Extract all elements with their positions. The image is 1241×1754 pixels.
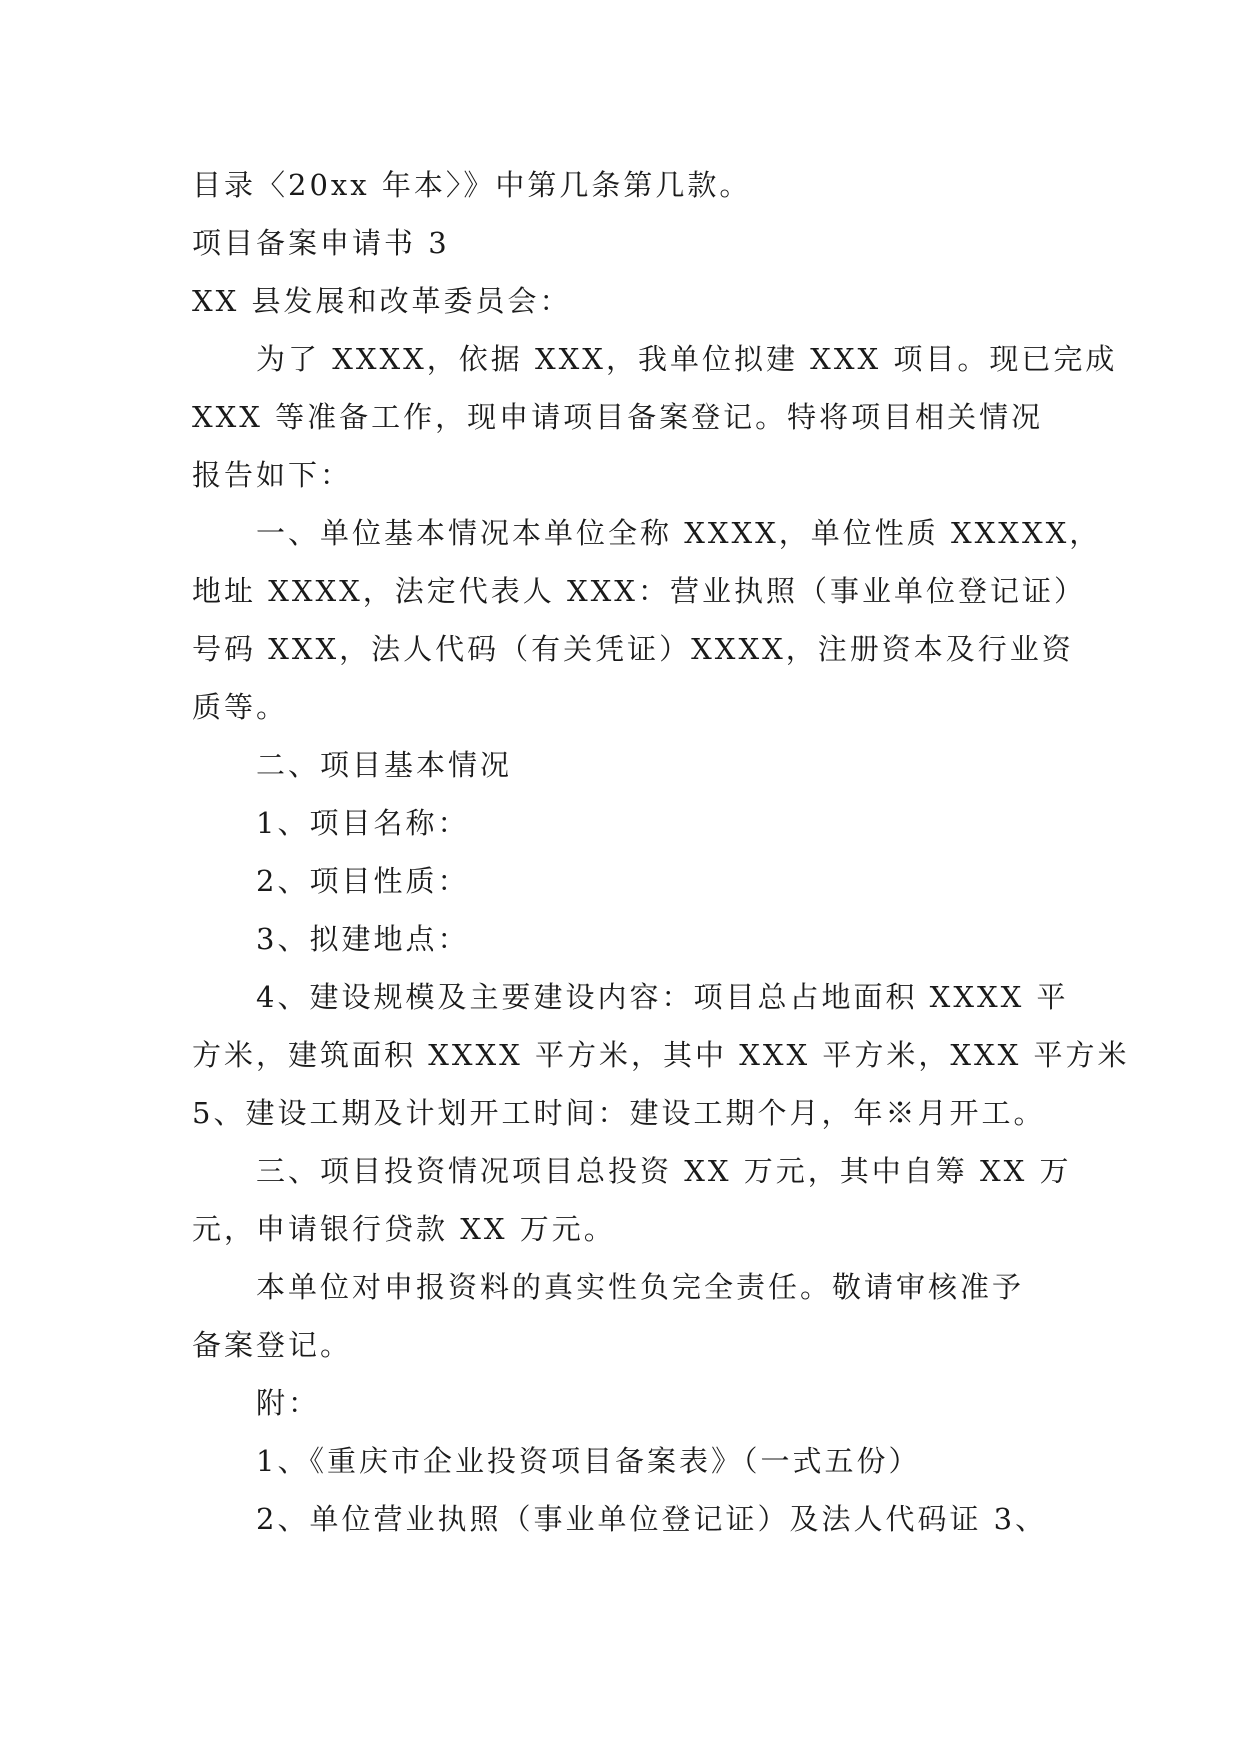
attachment-item: 1、《重庆市企业投资项目备案表》（一式五份） — [256, 1444, 921, 1478]
text-line: 方米，建筑面积 XXXX 平方米，其中 XXX 平方米，XXX 平方米 — [192, 1038, 1130, 1072]
list-item: 5、建设工期及计划开工时间：建设工期个月，年※月开工。 — [192, 1096, 1046, 1130]
text-line: 为了 XXXX，依据 XXX，我单位拟建 XXX 项目。现已完成 — [256, 342, 1118, 376]
text-line: 三、项目投资情况项目总投资 XX 万元，其中自筹 XX 万 — [256, 1154, 1072, 1188]
text-line: 一、单位基本情况本单位全称 XXXX，单位性质 XXXXX， — [256, 516, 1102, 550]
text-line: 报告如下： — [192, 458, 353, 492]
attachment-item: 2、单位营业执照（事业单位登记证）及法人代码证 3、 — [256, 1502, 1048, 1536]
text-line: 本单位对申报资料的真实性负完全责任。敬请审核准予 — [256, 1270, 1025, 1304]
document-body — [192, 156, 1130, 1548]
text-line: 号码 XXX，法人代码（有关凭证）XXXX，注册资本及行业资 — [192, 632, 1074, 666]
text-line: 地址 XXXX，法定代表人 XXX：营业执照（事业单位登记证） — [192, 574, 1086, 608]
addressee: XX 县发展和改革委员会： — [192, 284, 572, 318]
text-line: 质等。 — [192, 690, 289, 724]
list-item: 3、拟建地点： — [256, 922, 470, 956]
list-item: 2、项目性质： — [256, 864, 470, 898]
text-line: XXX 等准备工作，现申请项目备案登记。特将项目相关情况 — [192, 400, 1044, 434]
text-line: 备案登记。 — [192, 1328, 353, 1362]
list-item: 1、项目名称： — [256, 806, 470, 840]
list-item: 4、建设规模及主要建设内容：项目总占地面积 XXXX 平 — [256, 980, 1069, 1014]
text-line: 元，申请银行贷款 XX 万元。 — [192, 1212, 616, 1246]
section-heading: 二、项目基本情况 — [256, 748, 513, 782]
attachments-heading: 附： — [256, 1386, 321, 1420]
text-line: 目录〈20xx 年本〉》中第几条第几款。 — [192, 168, 752, 202]
section-title: 项目备案申请书 3 — [192, 226, 450, 260]
